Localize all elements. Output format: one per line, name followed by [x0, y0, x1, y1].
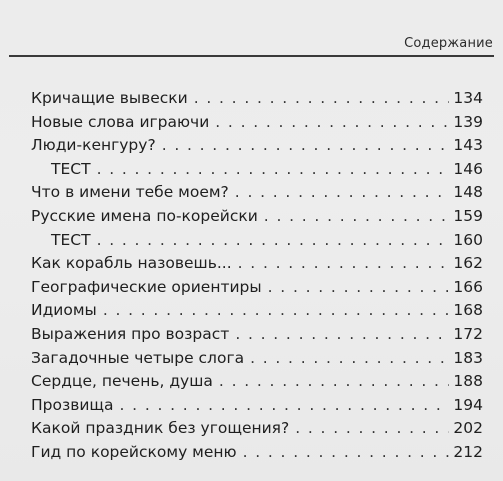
dot-leader	[243, 443, 449, 461]
toc-entry-title: Какой праздник без угощения?	[31, 419, 290, 438]
toc-entry-page: 139	[453, 112, 483, 131]
toc-entry-title: Что в имени тебе моем?	[31, 183, 229, 202]
toc-entry-title: Географические ориентиры	[31, 277, 262, 296]
toc-entry-page: 148	[453, 183, 483, 202]
toc-entry-title: Гид по корейскому меню	[31, 442, 237, 461]
toc-entry-title: Загадочные четыре слога	[31, 348, 245, 367]
toc-entry	[31, 113, 483, 137]
table-of-contents	[31, 89, 483, 467]
toc-entry	[31, 325, 483, 349]
dot-leader	[97, 160, 449, 178]
dot-leader	[235, 325, 449, 343]
toc-entry	[31, 160, 483, 184]
dot-leader	[120, 396, 449, 414]
dot-leader	[162, 136, 449, 154]
toc-entry-page: 146	[453, 159, 483, 178]
running-header-title: Содержание	[404, 36, 493, 51]
toc-entry-page: 188	[453, 372, 483, 391]
toc-entry-title: Русские имена по-корейски	[31, 206, 258, 225]
toc-entry-title: ТЕСТ	[51, 230, 91, 249]
toc-entry	[31, 254, 483, 278]
toc-entry-title: Сердце, печень, душа	[31, 372, 213, 391]
dot-leader	[268, 278, 449, 296]
toc-entry	[31, 419, 483, 443]
toc-entry	[31, 396, 483, 420]
dot-leader	[219, 372, 449, 390]
toc-entry-page: 160	[453, 230, 483, 249]
toc-entry-page: 202	[453, 419, 483, 438]
dot-leader	[97, 231, 449, 249]
toc-entry	[31, 136, 483, 160]
toc-entry	[31, 301, 483, 325]
dot-leader	[250, 349, 449, 367]
toc-entry-page: 134	[453, 89, 483, 107]
toc-entry-title: Как корабль назовешь...	[31, 254, 232, 273]
toc-entry-title: Прозвища	[31, 395, 114, 414]
toc-entry-title: Кричащие вывески	[31, 89, 188, 107]
toc-entry	[31, 349, 483, 373]
toc-entry-page: 194	[453, 395, 483, 414]
header-rule	[9, 55, 494, 57]
dot-leader	[295, 419, 449, 437]
toc-entry-title: Выражения про возраст	[31, 324, 230, 343]
toc-entry-title: Идиомы	[31, 301, 97, 320]
toc-entry-title: Люди-кенгуру?	[31, 136, 156, 155]
toc-entry-title: ТЕСТ	[51, 159, 91, 178]
toc-entry	[31, 89, 483, 113]
dot-leader	[238, 254, 449, 272]
toc-entry-page: 159	[453, 206, 483, 225]
toc-entry-page: 162	[453, 254, 483, 273]
dot-leader	[264, 207, 449, 225]
dot-leader	[215, 113, 449, 131]
dot-leader	[235, 183, 449, 201]
toc-entry-page: 183	[453, 348, 483, 367]
toc-entry-page: 143	[453, 136, 483, 155]
toc-entry-page: 172	[453, 324, 483, 343]
toc-entry-page: 212	[453, 442, 483, 461]
toc-entry	[31, 183, 483, 207]
dot-leader	[194, 89, 449, 107]
toc-entry-page: 168	[453, 301, 483, 320]
toc-entry	[31, 278, 483, 302]
toc-entry	[31, 372, 483, 396]
toc-entry-page: 166	[453, 277, 483, 296]
dot-leader	[103, 301, 449, 319]
toc-entry	[31, 207, 483, 231]
toc-entry-title: Новые слова играючи	[31, 112, 210, 131]
toc-entry	[31, 231, 483, 255]
toc-entry	[31, 443, 483, 467]
